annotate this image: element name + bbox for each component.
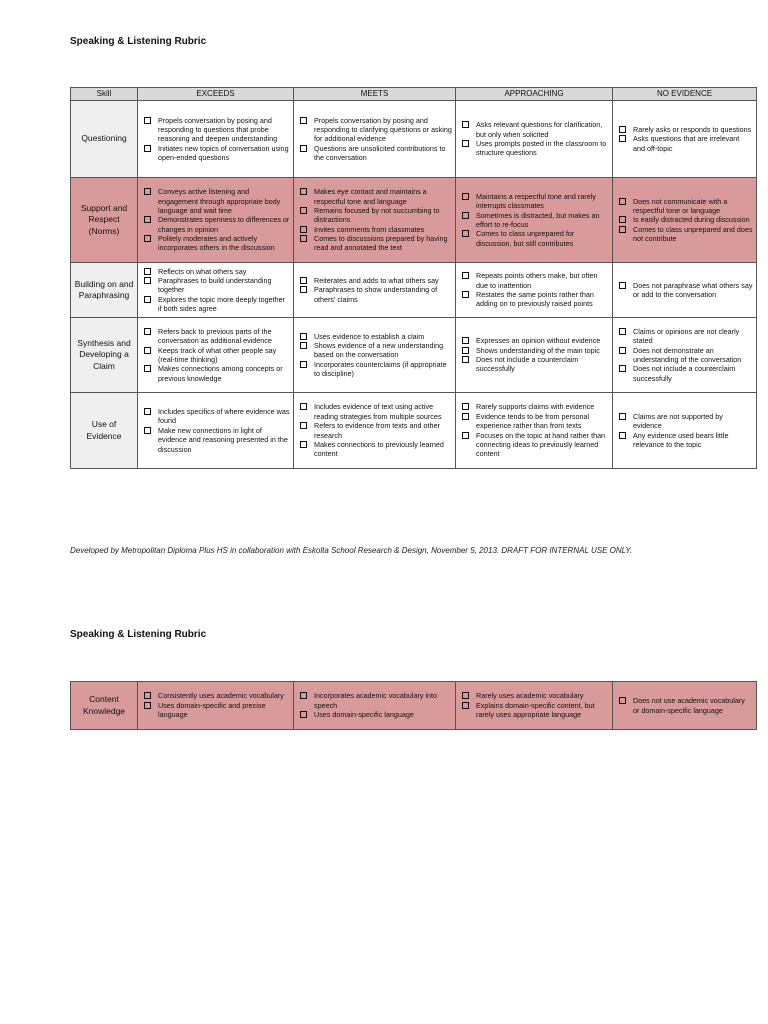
checkbox-icon: [144, 365, 151, 372]
criteria-list: [141, 691, 290, 719]
criteria-item: [297, 187, 452, 206]
criteria-text: Includes specifics of where evidence was found: [158, 407, 290, 426]
criteria-text: Restates the same points rather than adding on to previously raised points: [476, 290, 594, 309]
criteria-item: [616, 696, 753, 715]
checkbox-icon: [462, 121, 469, 128]
criteria-item: [297, 234, 452, 253]
criteria-cell: [613, 101, 757, 178]
skill-label: Synthesis and Developing a Claim: [71, 318, 138, 393]
page-title: Speaking & Listening Rubric: [70, 629, 207, 640]
checkbox-icon: [462, 193, 469, 200]
header-approaching: APPROACHING: [456, 88, 613, 101]
criteria-text: Sometimes is distracted, but makes an effort to re-focus: [476, 210, 600, 229]
criteria-cell: [294, 263, 456, 318]
criteria-text: Propels conversation by posing and responding to clarifying questions or asking for additional evidence: [314, 115, 452, 144]
checkbox-icon: [619, 135, 626, 142]
criteria-text: Demonstrates openness to differences or changes in opinion: [158, 215, 290, 234]
criteria-item: [297, 206, 452, 225]
criteria-text: Paraphrases to build understanding together: [158, 275, 272, 295]
skill-label: Questioning: [71, 101, 138, 178]
rubric-table: [70, 87, 757, 469]
criteria-item: [141, 701, 290, 720]
criteria-list: [141, 267, 290, 314]
header-exceeds: EXCEEDS: [138, 88, 294, 101]
criteria-cell: [456, 178, 613, 263]
criteria-text: Repeats points others make, but often due to inattention: [476, 271, 598, 290]
criteria-item: [141, 295, 290, 314]
checkbox-icon: [300, 207, 307, 214]
criteria-cell: [138, 682, 294, 730]
criteria-text: Expresses an opinion without evidence: [476, 336, 601, 346]
criteria-text: Does not demonstrate an understanding of the conversation: [633, 345, 742, 364]
criteria-item: [297, 225, 452, 234]
criteria-cell: [294, 682, 456, 730]
checkbox-icon: [462, 337, 469, 344]
checkbox-icon: [300, 422, 307, 429]
criteria-text: Reiterates and adds to what others say: [314, 275, 439, 285]
criteria-item: [141, 346, 290, 365]
criteria-list: [141, 116, 290, 163]
criteria-text: Asks questions that are irrelevant and off-topic: [633, 134, 740, 153]
criteria-text: Rarely asks or responds to questions: [633, 124, 752, 134]
criteria-text: Rarely supports claims with evidence: [476, 402, 595, 412]
criteria-item: [459, 229, 609, 248]
checkbox-icon: [144, 427, 151, 434]
criteria-list: [459, 271, 609, 308]
checkbox-icon: [300, 333, 307, 340]
criteria-cell: [138, 393, 294, 469]
criteria-cell: [613, 318, 757, 393]
criteria-text: Refers back to previous parts of the conversation as additional evidence: [158, 326, 272, 346]
checkbox-icon: [462, 356, 469, 363]
criteria-text: Consistently uses academic vocabulary: [158, 691, 284, 701]
checkbox-icon: [462, 403, 469, 410]
criteria-list: [459, 120, 609, 157]
criteria-item: [459, 355, 609, 374]
criteria-text: Is easily distracted during discussion: [633, 215, 750, 225]
criteria-text: Explains domain-specific content, but rarely uses appropriate language: [476, 700, 595, 720]
checkbox-icon: [144, 235, 151, 242]
skill-label: Building on and Paraphrasing: [71, 263, 138, 318]
checkbox-icon: [144, 277, 151, 284]
criteria-item: [616, 215, 753, 224]
checkbox-icon: [144, 145, 151, 152]
criteria-item: [459, 431, 609, 459]
criteria-text: Asks relevant questions for clarification, but only when solicited: [476, 120, 603, 139]
criteria-cell: [613, 178, 757, 263]
criteria-text: Questions are unsolicited contributions to the conversation: [314, 143, 446, 163]
checkbox-icon: [144, 702, 151, 709]
criteria-text: Incorporates counterclaims (if appropriate to discipline): [314, 359, 447, 379]
criteria-text: Make new connections in light of evidence and reasoning presented in the discussion: [158, 425, 288, 454]
checkbox-icon: [619, 432, 626, 439]
criteria-text: Conveys active listening and engagement through appropriate body language and wait time: [158, 187, 281, 215]
criteria-item: [616, 346, 753, 365]
criteria-text: Does not communicate with a respectful tone or language: [633, 196, 728, 215]
criteria-item: [459, 211, 609, 230]
criteria-item: [297, 691, 452, 710]
criteria-text: Incorporates academic vocabulary into speech: [314, 691, 438, 710]
criteria-text: Politely moderates and actively incorporates others in the discussion: [158, 234, 275, 253]
criteria-list: [297, 276, 452, 304]
criteria-item: [616, 431, 753, 450]
criteria-text: Evidence tends to be from personal experience rather than from texts: [476, 411, 590, 431]
criteria-list: [459, 336, 609, 373]
checkbox-icon: [462, 272, 469, 279]
checkbox-icon: [619, 347, 626, 354]
criteria-item: [616, 134, 753, 153]
header-skill: Skill: [71, 88, 138, 101]
criteria-cell: [138, 178, 294, 263]
criteria-item: [141, 407, 290, 426]
checkbox-icon: [462, 212, 469, 219]
criteria-text: Remains focused by not succumbing to distractions: [314, 205, 440, 225]
checkbox-icon: [619, 365, 626, 372]
criteria-item: [141, 276, 290, 295]
criteria-list: [297, 187, 452, 253]
criteria-item: [459, 412, 609, 431]
criteria-item: [297, 402, 452, 421]
criteria-item: [459, 271, 609, 290]
checkbox-icon: [619, 216, 626, 223]
criteria-item: [141, 327, 290, 346]
checkbox-icon: [619, 282, 626, 289]
criteria-item: [616, 327, 753, 346]
criteria-cell: [456, 682, 613, 730]
checkbox-icon: [144, 117, 151, 124]
criteria-text: Shows evidence of a new understanding based on the conversation: [314, 340, 444, 360]
criteria-item: [297, 440, 452, 459]
criteria-text: Maintains a respectful tone and rarely interrupts classmates: [476, 191, 596, 211]
checkbox-icon: [462, 230, 469, 237]
checkbox-icon: [144, 347, 151, 354]
criteria-item: [297, 332, 452, 341]
criteria-item: [141, 364, 290, 383]
criteria-cell: [294, 101, 456, 178]
criteria-text: Does not include a counterclaim successfully: [633, 364, 736, 383]
rubric-row: [71, 393, 757, 469]
criteria-text: Invites comments from classmates: [314, 224, 425, 234]
header-row: [71, 88, 757, 101]
criteria-item: [459, 290, 609, 309]
criteria-item: [141, 426, 290, 454]
criteria-item: [616, 364, 753, 383]
criteria-item: [459, 691, 609, 700]
criteria-item: [616, 412, 753, 431]
checkbox-icon: [144, 692, 151, 699]
checkbox-icon: [300, 403, 307, 410]
checkbox-icon: [144, 296, 151, 303]
checkbox-icon: [300, 441, 307, 448]
checkbox-icon: [462, 702, 469, 709]
criteria-item: [297, 360, 452, 379]
criteria-text: Focuses on the topic at hand rather than connecting ideas to previously learned content: [476, 430, 606, 459]
header-no-evidence: NO EVIDENCE: [613, 88, 757, 101]
checkbox-icon: [300, 277, 307, 284]
criteria-cell: [456, 393, 613, 469]
criteria-list: [616, 327, 753, 383]
checkbox-icon: [462, 413, 469, 420]
criteria-text: Makes connections to previously learned content: [314, 439, 444, 459]
checkbox-icon: [144, 328, 151, 335]
checkbox-icon: [619, 697, 626, 704]
criteria-list: [459, 691, 609, 719]
criteria-cell: [294, 318, 456, 393]
criteria-text: Does not use academic vocabulary or domain-specific language: [633, 696, 745, 715]
criteria-item: [141, 144, 290, 163]
rubric-row: [71, 263, 757, 318]
criteria-item: [141, 234, 290, 253]
criteria-item: [616, 125, 753, 134]
criteria-list: [459, 402, 609, 458]
criteria-text: Uses evidence to establish a claim: [314, 331, 425, 341]
checkbox-icon: [300, 342, 307, 349]
criteria-list: [141, 327, 290, 383]
criteria-cell: [613, 263, 757, 318]
criteria-text: Shows understanding of the main topic: [476, 345, 600, 355]
criteria-item: [141, 267, 290, 276]
criteria-item: [616, 197, 753, 216]
criteria-item: [459, 336, 609, 345]
criteria-cell: [138, 101, 294, 178]
criteria-list: [616, 281, 753, 300]
criteria-list: [616, 125, 753, 153]
criteria-cell: [456, 263, 613, 318]
criteria-list: [141, 407, 290, 454]
criteria-cell: [294, 178, 456, 263]
criteria-item: [459, 402, 609, 411]
rubric-table: [70, 681, 757, 730]
criteria-item: [459, 701, 609, 720]
criteria-list: [616, 696, 753, 715]
criteria-text: Makes connections among concepts or previous knowledge: [158, 364, 283, 383]
criteria-item: [141, 691, 290, 700]
checkbox-icon: [300, 711, 307, 718]
rubric-row: [71, 178, 757, 263]
criteria-item: [297, 144, 452, 163]
criteria-item: [616, 225, 753, 244]
checkbox-icon: [300, 235, 307, 242]
criteria-text: Initiates new topics of conversation using open-ended questions: [158, 143, 289, 163]
criteria-text: Uses domain-specific language: [314, 710, 414, 720]
criteria-text: Includes evidence of text using active reading strategies from multiple sources: [314, 402, 442, 421]
criteria-item: [297, 710, 452, 719]
criteria-text: Propels conversation by posing and responding to questions that probe reasoning and deepen understanding: [158, 115, 278, 144]
criteria-text: Keeps track of what other people say (real-time thinking): [158, 345, 277, 364]
checkbox-icon: [619, 198, 626, 205]
criteria-item: [141, 215, 290, 234]
rubric-row: [71, 101, 757, 178]
criteria-list: [297, 402, 452, 458]
criteria-item: [459, 346, 609, 355]
checkbox-icon: [144, 216, 151, 223]
criteria-item: [297, 421, 452, 440]
checkbox-icon: [300, 117, 307, 124]
criteria-text: Claims or opinions are not clearly stated: [633, 326, 740, 346]
criteria-list: [459, 192, 609, 248]
criteria-text: Comes to discussions prepared by having read and annotated the text: [314, 234, 448, 253]
rubric-row: [71, 318, 757, 393]
checkbox-icon: [462, 432, 469, 439]
criteria-item: [297, 276, 452, 285]
checkbox-icon: [144, 188, 151, 195]
criteria-item: [616, 281, 753, 300]
checkbox-icon: [619, 413, 626, 420]
header-meets: MEETS: [294, 88, 456, 101]
criteria-text: Uses domain-specific and precise language: [158, 700, 266, 720]
page-title: Speaking & Listening Rubric: [70, 36, 207, 47]
checkbox-icon: [300, 361, 307, 368]
criteria-text: Does not paraphrase what others say or add to the conversation: [633, 280, 753, 299]
criteria-item: [459, 120, 609, 139]
checkbox-icon: [462, 291, 469, 298]
criteria-text: Uses prompts posted in the classroom to structure questions: [476, 139, 607, 158]
checkbox-icon: [462, 347, 469, 354]
checkbox-icon: [619, 226, 626, 233]
criteria-list: [141, 187, 290, 253]
criteria-text: Reflects on what others say: [158, 266, 247, 276]
checkbox-icon: [300, 145, 307, 152]
checkbox-icon: [300, 226, 307, 233]
criteria-item: [297, 341, 452, 360]
criteria-item: [297, 285, 452, 304]
skill-label: Use of Evidence: [71, 393, 138, 469]
checkbox-icon: [144, 408, 151, 415]
checkbox-icon: [300, 188, 307, 195]
criteria-cell: [294, 393, 456, 469]
criteria-cell: [613, 682, 757, 730]
criteria-text: Rarely uses academic vocabulary: [476, 691, 584, 701]
checkbox-icon: [300, 692, 307, 699]
checkbox-icon: [144, 268, 151, 275]
criteria-text: Any evidence used bears little relevance to the topic: [633, 430, 729, 449]
criteria-item: [141, 116, 290, 144]
criteria-list: [297, 332, 452, 379]
criteria-list: [616, 412, 753, 449]
criteria-item: [297, 116, 452, 144]
checkbox-icon: [300, 286, 307, 293]
criteria-list: [616, 197, 753, 244]
criteria-text: Comes to class unprepared and does not contribute: [633, 224, 753, 244]
criteria-cell: [613, 393, 757, 469]
criteria-list: [297, 116, 452, 163]
criteria-text: Refers to evidence from texts and other research: [314, 421, 440, 440]
checkbox-icon: [462, 140, 469, 147]
criteria-text: Comes to class unprepared for discussion, but still contributes: [476, 229, 575, 248]
criteria-text: Makes eye contact and maintains a respectful tone and language: [314, 187, 427, 206]
criteria-text: Explores the topic more deeply together if both sides agree: [158, 294, 286, 314]
criteria-cell: [138, 318, 294, 393]
criteria-cell: [456, 101, 613, 178]
criteria-text: Paraphrases to show understanding of others' claims: [314, 285, 438, 304]
checkbox-icon: [462, 692, 469, 699]
rubric-row: [71, 682, 757, 730]
skill-label: Content Knowledge: [71, 682, 138, 730]
criteria-cell: [456, 318, 613, 393]
criteria-list: [297, 691, 452, 719]
criteria-text: Claims are not supported by evidence: [633, 411, 723, 431]
criteria-cell: [138, 263, 294, 318]
checkbox-icon: [619, 328, 626, 335]
footer-note: Developed by Metropolitan Diploma Plus HS in collaboration with Eskolta School Research & Design, November 5, 2013. DRAFT FOR INTERNAL USE ONLY.: [70, 546, 633, 555]
skill-label: Support and Respect (Norms): [71, 178, 138, 263]
checkbox-icon: [619, 126, 626, 133]
criteria-item: [459, 139, 609, 158]
criteria-item: [459, 192, 609, 211]
criteria-text: Does not include a counterclaim successfully: [476, 355, 579, 374]
criteria-item: [141, 187, 290, 215]
